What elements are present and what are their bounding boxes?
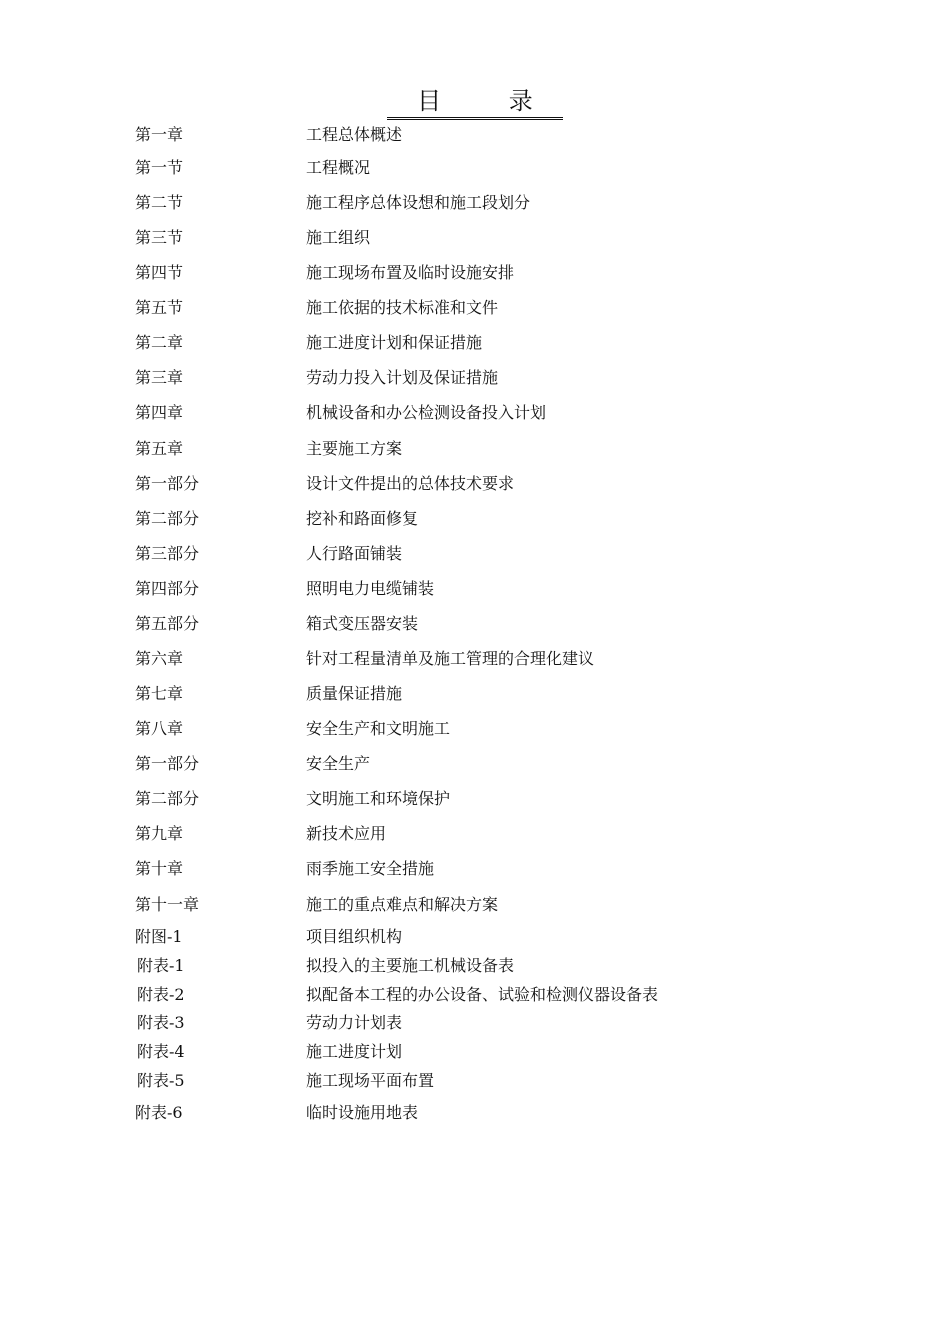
toc-entry	[0, 226, 950, 250]
toc-entry-label: 附表-1	[137, 956, 185, 975]
toc-entry-label: 第五章	[135, 439, 184, 458]
toc-entry-text: 施工现场布置及临时设施安排	[306, 263, 515, 282]
toc-entry	[0, 752, 950, 776]
toc-entry	[0, 983, 950, 1007]
toc-entry-label: 第九章	[135, 824, 184, 843]
toc-entry-text: 质量保证措施	[306, 684, 403, 703]
toc-entry-label: 第四章	[135, 403, 184, 422]
toc-entry-label: 第二节	[135, 193, 184, 212]
toc-entry-label: 附图-1	[135, 927, 183, 946]
toc-entry	[0, 261, 950, 285]
toc-entry-label: 第一部分	[135, 474, 200, 493]
toc-entry-label: 第八章	[135, 719, 184, 738]
toc-entry	[0, 296, 950, 320]
toc-entry	[0, 437, 950, 461]
toc-entry-label: 第三章	[135, 368, 184, 387]
toc-entry-text: 施工程序总体设想和施工段划分	[306, 193, 531, 212]
toc-title-text: 目 录	[387, 86, 563, 120]
toc-entry	[0, 612, 950, 636]
toc-entry	[0, 682, 950, 706]
toc-entry-text: 工程概况	[306, 158, 371, 177]
toc-entry-label: 附表-4	[137, 1042, 185, 1061]
toc-entry-label: 第七章	[135, 684, 184, 703]
toc-entry-label: 第十章	[135, 859, 184, 878]
toc-entry	[0, 893, 950, 917]
toc-entry	[0, 787, 950, 811]
toc-entry-label: 第五节	[135, 298, 184, 317]
toc-entry-text: 施工的重点难点和解决方案	[306, 895, 499, 914]
toc-entry-text: 施工进度计划	[306, 1042, 403, 1061]
toc-entry-text: 人行路面铺装	[306, 544, 403, 563]
toc-entry-label: 附表-5	[137, 1071, 185, 1090]
toc-entry-label: 第一部分	[135, 754, 200, 773]
toc-entry-label: 第十一章	[135, 895, 200, 914]
toc-entry-label: 第三部分	[135, 544, 200, 563]
toc-entry	[0, 857, 950, 881]
toc-entry-text: 施工组织	[306, 228, 371, 247]
toc-entry-label: 附表-3	[137, 1013, 185, 1032]
toc-entry-label: 第四部分	[135, 579, 200, 598]
toc-entry-text: 劳动力计划表	[306, 1013, 403, 1032]
toc-entry-text: 照明电力电缆铺装	[306, 579, 435, 598]
toc-entry	[0, 1040, 950, 1064]
toc-entry	[0, 156, 950, 180]
toc-entry-text: 拟投入的主要施工机械设备表	[306, 956, 515, 975]
toc-entry	[0, 401, 950, 425]
toc-entry-label: 附表-2	[137, 985, 185, 1004]
toc-entry-text: 雨季施工安全措施	[306, 859, 435, 878]
toc-entry-text: 劳动力投入计划及保证措施	[306, 368, 499, 387]
toc-entry-text: 主要施工方案	[306, 439, 403, 458]
toc-entry	[0, 123, 950, 147]
toc-entry-label: 第二章	[135, 333, 184, 352]
toc-entry	[0, 472, 950, 496]
toc-entry	[0, 1101, 950, 1125]
toc-entry	[0, 366, 950, 390]
toc-entry	[0, 647, 950, 671]
toc-entry-label: 第二部分	[135, 509, 200, 528]
toc-entry	[0, 1011, 950, 1035]
toc-entry-label: 第五部分	[135, 614, 200, 633]
toc-title	[0, 86, 950, 120]
toc-entry-text: 施工依据的技术标准和文件	[306, 298, 499, 317]
toc-entry	[0, 507, 950, 531]
toc-entry-label: 第六章	[135, 649, 184, 668]
toc-entry	[0, 191, 950, 215]
toc-entry	[0, 954, 950, 978]
toc-entry-text: 临时设施用地表	[306, 1103, 419, 1122]
toc-entry-text: 挖补和路面修复	[306, 509, 419, 528]
toc-entry-text: 项目组织机构	[306, 927, 403, 946]
toc-entry-label: 第三节	[135, 228, 184, 247]
toc-entry-text: 拟配备本工程的办公设备、试验和检测仪器设备表	[306, 985, 659, 1004]
toc-entry	[0, 822, 950, 846]
toc-entry	[0, 577, 950, 601]
toc-entry-text: 施工现场平面布置	[306, 1071, 435, 1090]
toc-entry-text: 设计文件提出的总体技术要求	[306, 474, 515, 493]
toc-entry-label: 附表-6	[135, 1103, 183, 1122]
toc-entry	[0, 925, 950, 949]
toc-entry-label: 第二部分	[135, 789, 200, 808]
toc-entry	[0, 1069, 950, 1093]
toc-entry-text: 安全生产和文明施工	[306, 719, 451, 738]
toc-entry-label: 第一节	[135, 158, 184, 177]
toc-entry-label: 第一章	[135, 125, 184, 144]
toc-entry-text: 针对工程量清单及施工管理的合理化建议	[306, 649, 595, 668]
toc-entry-label: 第四节	[135, 263, 184, 282]
toc-entry-text: 新技术应用	[306, 824, 387, 843]
toc-entry-text: 施工进度计划和保证措施	[306, 333, 483, 352]
toc-entry-text: 安全生产	[306, 754, 371, 773]
toc-entry	[0, 542, 950, 566]
toc-entry-text: 工程总体概述	[306, 125, 403, 144]
toc-entry	[0, 331, 950, 355]
toc-entry	[0, 717, 950, 741]
toc-entry-text: 箱式变压器安装	[306, 614, 419, 633]
toc-entry-text: 文明施工和环境保护	[306, 789, 451, 808]
toc-entry-text: 机械设备和办公检测设备投入计划	[306, 403, 547, 422]
